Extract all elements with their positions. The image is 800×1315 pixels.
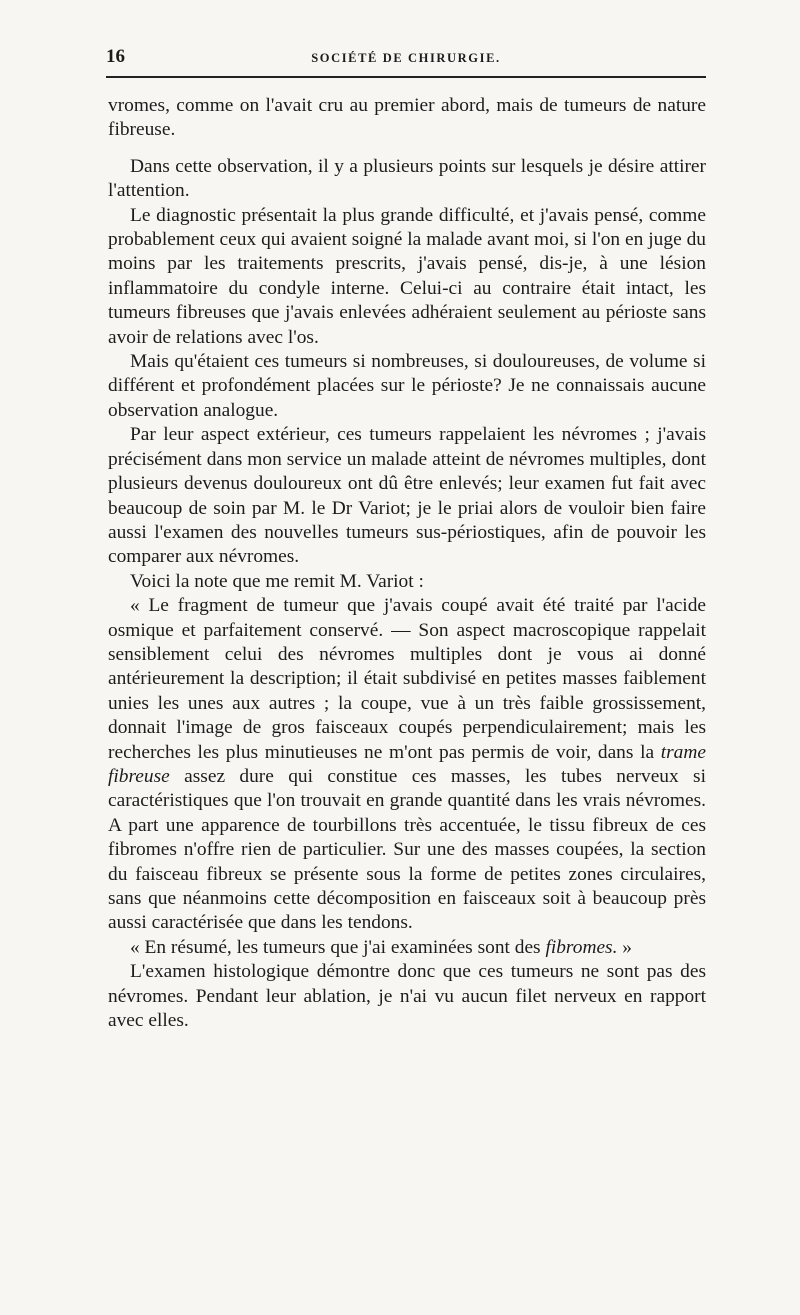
page-header xyxy=(106,46,706,72)
quote-italic-term: fibromes. xyxy=(545,936,618,958)
quote-text: « En résumé, les tumeurs que j'ai examinées sont des xyxy=(130,936,546,958)
page-number: 16 xyxy=(106,46,125,67)
paragraph-continuation: vromes, comme on l'avait cru au premier abord, mais de tumeurs de nature fibreuse. xyxy=(108,95,706,141)
body-text xyxy=(108,94,706,1033)
paragraph: Voici la note que me remit M. Variot : xyxy=(130,570,424,592)
paragraph: Le diagnostic présentait la plus grande difficulté, et j'avais pensé, comme probablement ceux qui avaient soigné la malade avant moi, si l'on en juge du moins par les traitements prescrits, j'avais pensé, dis-je, à une lésion inflammatoire du condyle interne. Celui-ci au contraire était intact, les tumeurs fibreuses que j'avais enlevées adhéraient seulement au périoste sans avoir de relations avec l'os. xyxy=(108,204,706,348)
paragraph: L'examen histologique démontre donc que ces tumeurs ne sont pas des névromes. Pendant leur ablation, je n'ai vu aucun filet nerveux en rapport avec elles. xyxy=(108,961,706,1032)
paragraph: Mais qu'étaient ces tumeurs si nombreuses, si douloureuses, de volume si différent et profondément placées sur le périoste? Je ne connaissais aucune observation analogue. xyxy=(108,351,706,421)
quoted-note xyxy=(108,594,706,936)
running-title: SOCIÉTÉ DE CHIRURGIE. xyxy=(311,51,501,65)
paragraph: Par leur aspect extérieur, ces tumeurs rappelaient les névromes ; j'avais précisément dans mon service un malade atteint de névromes multiples, dont plusieurs devenus douloureux ont dû être enlevés; leur examen fut fait avec beaucoup de soin par M. le Dr Variot; je le priai alors de vouloir bien faire aussi l'examen des nouvelles tumeurs sus-périostiques, afin de pouvoir les comparer aux névromes. xyxy=(108,424,706,568)
quote-italic-term: trame fibreuse xyxy=(108,741,706,787)
quote-text: » xyxy=(617,936,632,958)
header-rule xyxy=(106,76,706,78)
quote-text: « Le fragment de tumeur que j'avais coupé avait été traité par l'acide osmique et parfaitement conservé. — Son aspect macroscopique rappelait sensiblement celui des névromes multiples dont je vous ai donné antérieurement la description; il était subdivisé en petites masses faiblement unies les unes aux autres ; la coupe, vue à un très faible grossissement, donnait l'image de gros faisceaux coupés perpendiculairement; mais les recherches les plus minutieuses ne m'ont pas permis de voir, dans la xyxy=(108,595,706,763)
paragraph: Dans cette observation, il y a plusieurs points sur lesquels je désire attirer l'attention. xyxy=(108,155,706,202)
quoted-conclusion xyxy=(108,936,706,960)
quote-text: assez dure qui constitue ces masses, les tubes nerveux si caractéristiques que l'on trouvait en grande quantité dans les vrais névromes. A part une apparence de tourbillons très accentuée, le tissu fibreux de ces fibromes n'offre rien de particulier. Sur une des masses coupées, la section du faisceau fibreux se présente sous la forme de petites zones circulaires, sans que néanmoins cette décomposition en faisceaux soit à beaucoup près aussi caractérisée que dans les tendons. xyxy=(108,765,706,934)
